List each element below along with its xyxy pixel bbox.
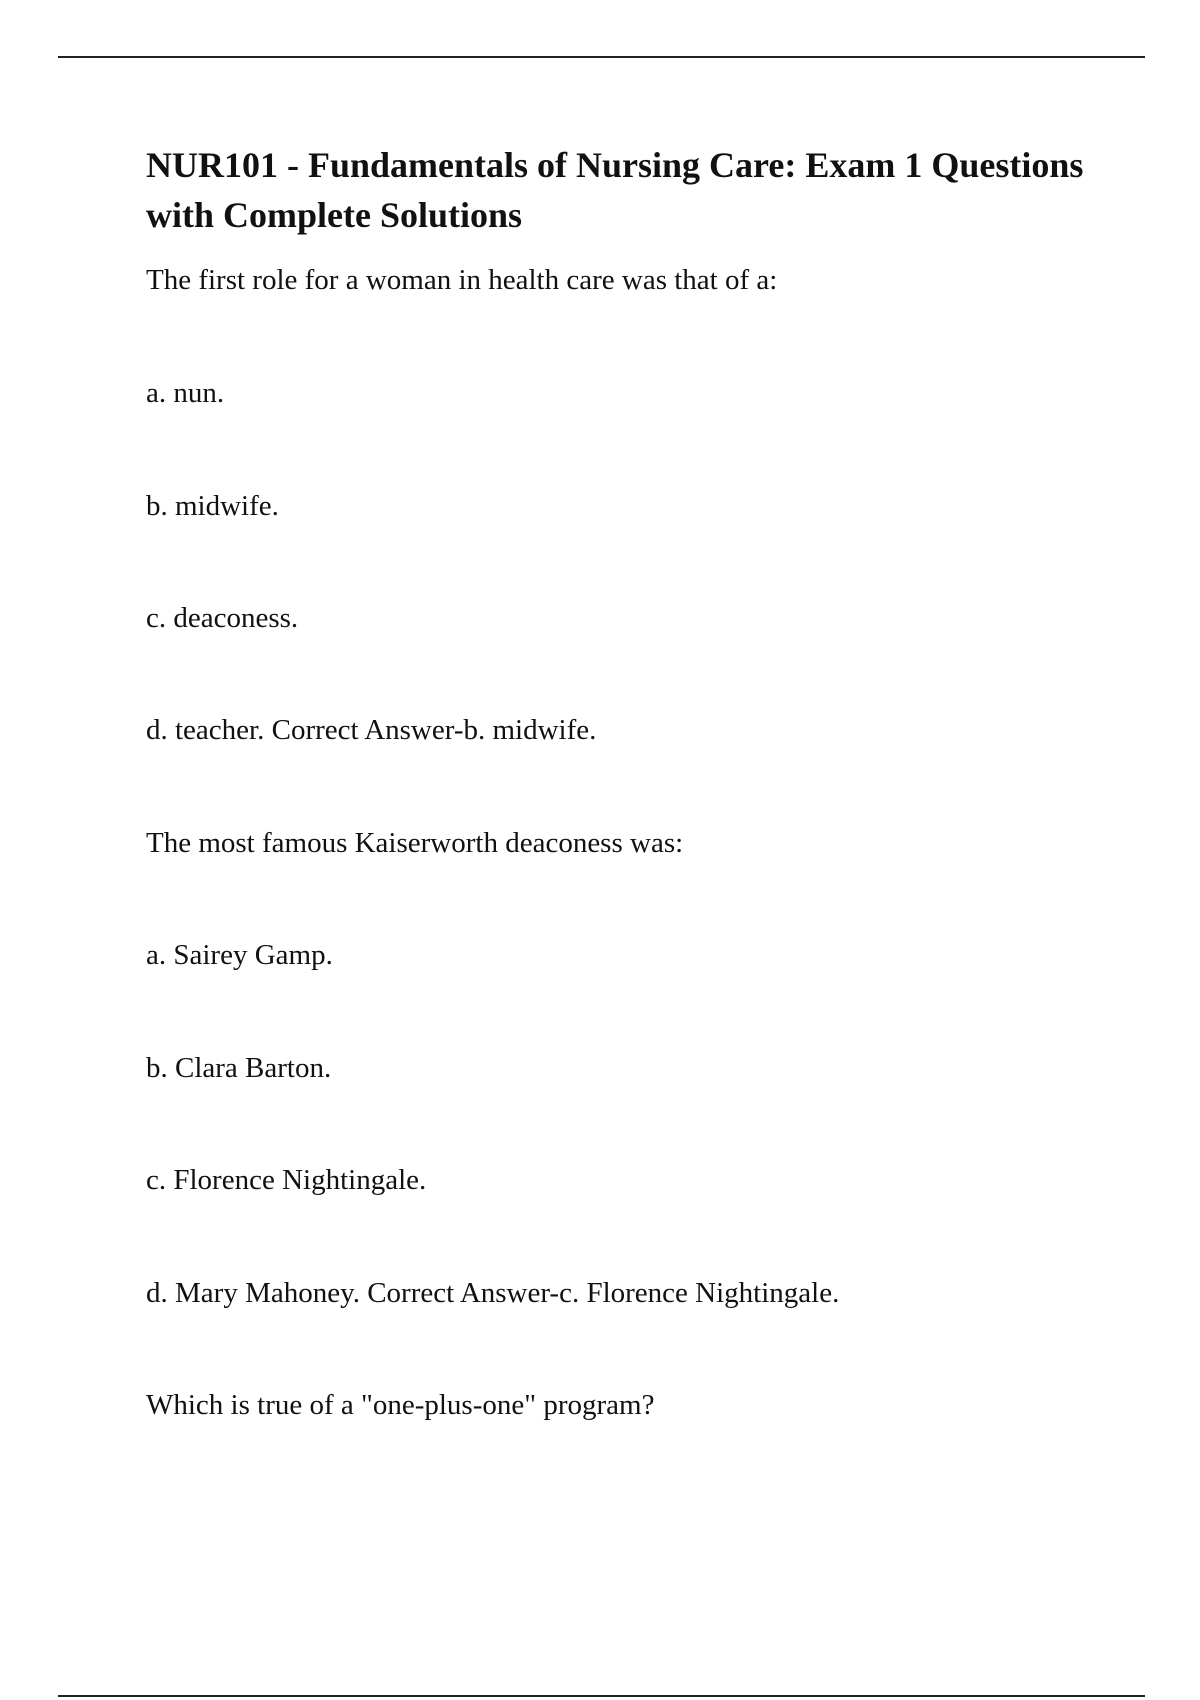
question-1-option-a: a. nun. <box>146 377 225 409</box>
question-1-option-d-answer: d. teacher. Correct Answer-b. midwife. <box>146 714 597 746</box>
question-2-option-c: c. Florence Nightingale. <box>146 1164 427 1196</box>
question-2-prompt: The most famous Kaiserworth deaconess was: <box>146 827 684 859</box>
question-2-option-d-answer: d. Mary Mahoney. Correct Answer-c. Florence Nightingale. <box>146 1277 840 1309</box>
question-1-option-b: b. midwife. <box>146 490 279 522</box>
top-rule <box>58 56 1145 58</box>
bottom-rule <box>58 1695 1145 1697</box>
document-title: NUR101 - Fundamentals of Nursing Care: Exam 1 Questions with Complete Solutions <box>146 145 1084 235</box>
question-1-option-c: c. deaconess. <box>146 602 299 634</box>
question-2-option-a: a. Sairey Gamp. <box>146 939 333 971</box>
question-3-prompt: Which is true of a "one-plus-one" program? <box>146 1389 655 1421</box>
question-2-option-b: b. Clara Barton. <box>146 1052 332 1084</box>
question-1-prompt: The first role for a woman in health care was that of a: <box>146 264 778 296</box>
